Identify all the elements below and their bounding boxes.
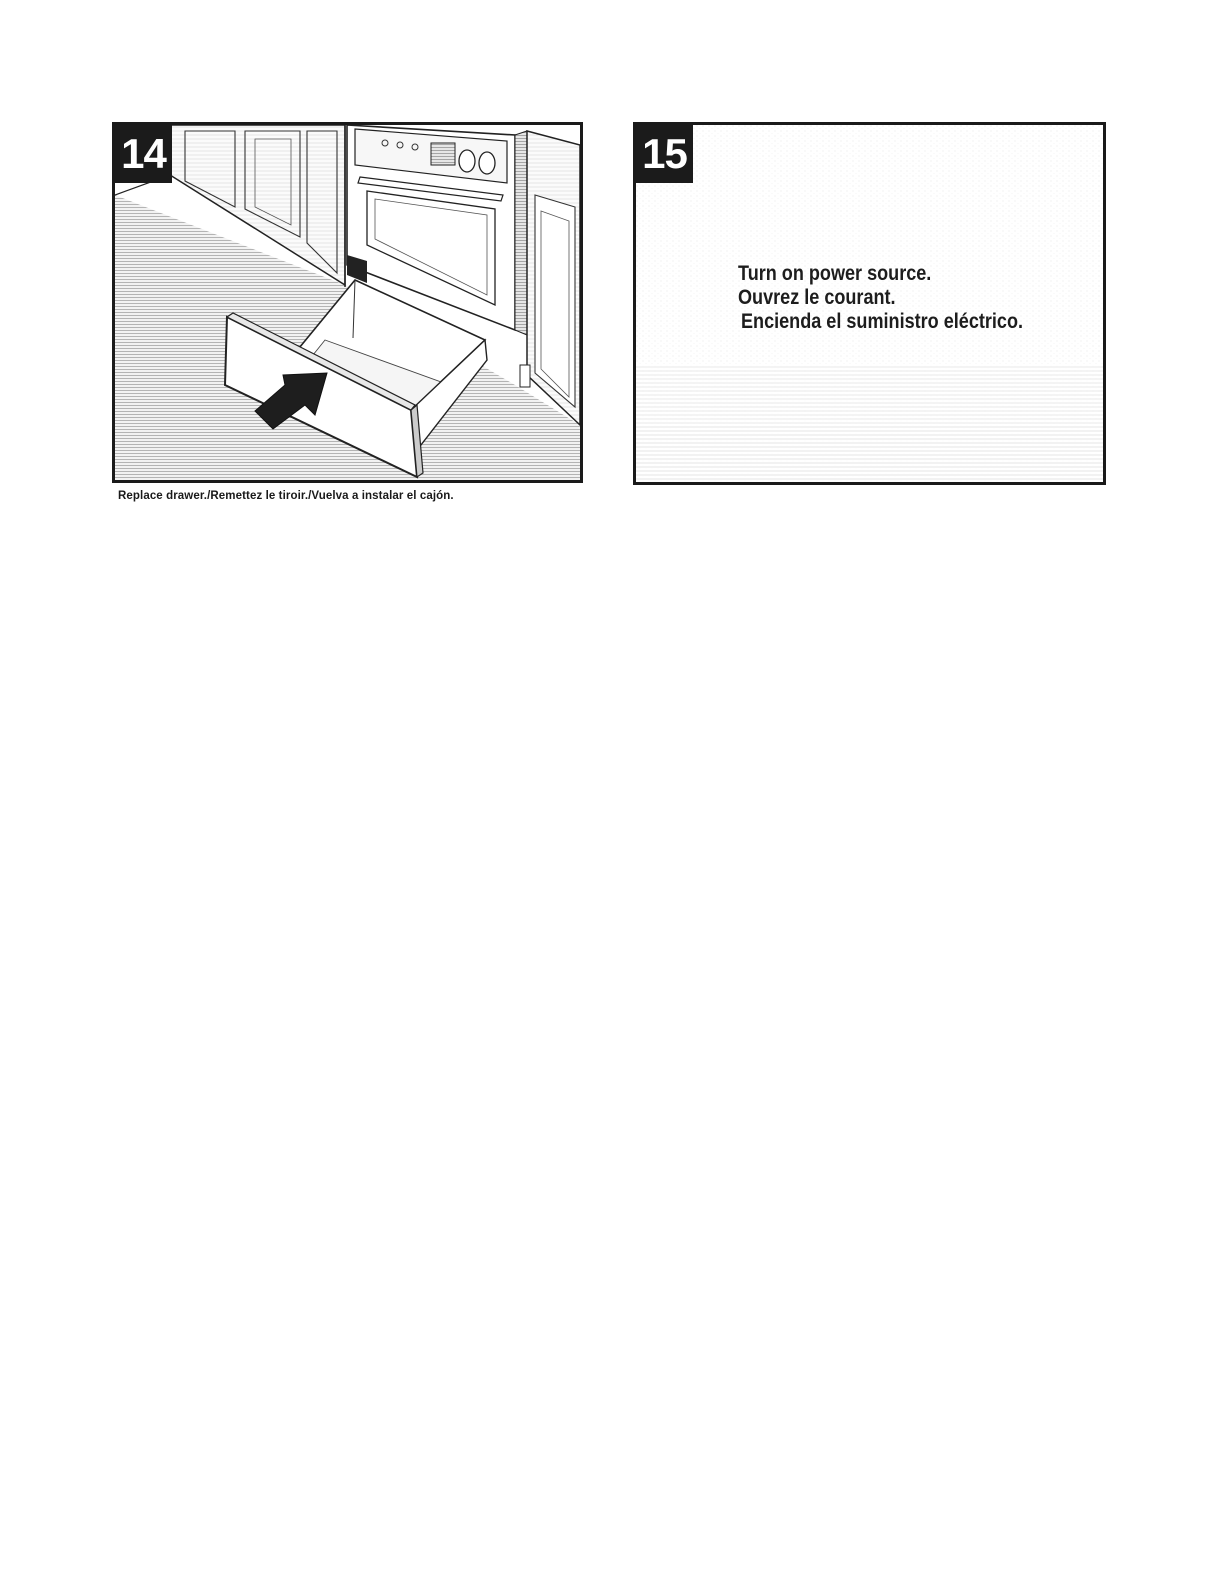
instruction-english: Turn on power source. (738, 262, 932, 285)
step-14-panel (112, 122, 583, 483)
instruction-french: Ouvrez le courant. (738, 286, 896, 309)
instruction-spanish: Encienda el suministro eléctrico. (741, 310, 1024, 333)
step-number-badge: 14 (115, 125, 172, 183)
step-number-badge: 15 (636, 125, 693, 183)
drawer-install-illustration (115, 125, 580, 480)
step-15-panel (633, 122, 1106, 485)
step-15-instructions (738, 262, 1069, 334)
step-14-caption: Replace drawer./Remettez le tiroir./Vuelva a instalar el cajón. (118, 490, 454, 502)
